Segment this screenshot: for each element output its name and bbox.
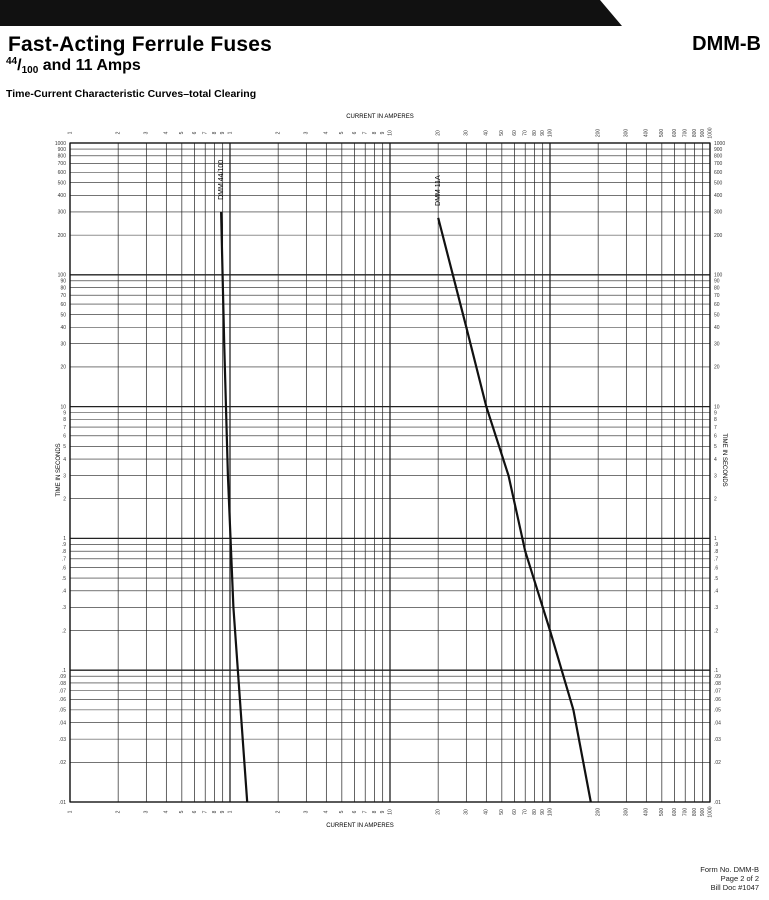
y-tick-label-right: .2: [714, 628, 719, 635]
y-tick-label-left: 1000: [54, 140, 66, 147]
y-tick-label-right: .1: [714, 668, 719, 674]
x-tick-label-bottom: 7: [202, 810, 209, 814]
x-tick-label-bottom: 6: [191, 810, 198, 814]
x-tick-label-top: 5: [339, 131, 346, 135]
footer-form-no: Form No. DMM-B: [700, 865, 759, 874]
y-tick-label-left: 3: [63, 473, 66, 480]
chart-caption: Time-Current Characteristic Curves–total Clearing: [6, 88, 257, 100]
x-axis-label-top: CURRENT IN AMPERES: [346, 114, 414, 120]
x-tick-label-bottom: 2: [115, 810, 122, 814]
y-tick-label-left: 30: [60, 341, 66, 348]
x-tick-label-bottom: 9: [380, 810, 387, 814]
x-tick-label-bottom: 3: [143, 810, 150, 814]
x-tick-label-top: 3: [143, 131, 150, 135]
y-tick-label-right: 300: [714, 209, 723, 216]
x-tick-label-bottom: 400: [643, 807, 650, 817]
y-tick-label-right: .01: [714, 799, 721, 806]
x-tick-label-top: 6: [351, 131, 358, 135]
x-tick-label-bottom: 10: [387, 809, 394, 815]
y-tick-label-left: .05: [59, 707, 66, 714]
x-tick-label-top: 9: [380, 131, 387, 135]
x-tick-label-top: 400: [643, 128, 650, 138]
y-tick-label-right: 700: [714, 161, 723, 168]
x-tick-label-top: 2: [275, 131, 282, 135]
y-tick-label-right: .09: [714, 674, 721, 681]
y-tick-label-left: .08: [59, 680, 66, 687]
curve-1: [221, 212, 247, 802]
x-tick-label-bottom: 90: [540, 809, 547, 815]
x-tick-label-top: 900: [700, 128, 707, 138]
y-tick-label-left: .8: [61, 548, 66, 555]
y-tick-label-right: 8: [714, 417, 717, 424]
y-tick-label-left: 600: [57, 170, 66, 177]
x-tick-label-top: 300: [623, 128, 630, 138]
y-tick-label-left: .02: [59, 760, 66, 767]
y-tick-label-left: 60: [60, 301, 66, 308]
x-tick-label-top: 30: [463, 130, 470, 136]
x-tick-label-bottom: 1000: [707, 806, 714, 818]
y-tick-label-left: 4: [63, 456, 66, 463]
y-tick-label-right: .9: [714, 542, 719, 549]
x-tick-label-bottom: 800: [691, 807, 698, 817]
footer-page: Page 2 of 2: [720, 874, 759, 883]
x-tick-label-top: 4: [163, 131, 170, 135]
y-tick-label-right: 7: [714, 424, 717, 431]
x-tick-label-bottom: 80: [531, 809, 538, 815]
x-tick-label-top: 60: [511, 130, 518, 136]
y-tick-label-right: 6: [714, 433, 717, 440]
y-tick-label-left: 6: [63, 433, 66, 440]
x-tick-label-top: 5: [179, 131, 186, 135]
y-tick-label-left: 500: [57, 180, 66, 187]
y-tick-label-right: .08: [714, 680, 721, 687]
y-tick-label-left: 9: [63, 410, 66, 417]
y-tick-label-right: 10: [714, 404, 720, 411]
y-tick-label-right: 60: [714, 301, 720, 308]
y-tick-label-left: 80: [60, 285, 66, 292]
y-tick-label-left: 400: [57, 193, 66, 200]
x-tick-label-bottom: 5: [179, 810, 186, 814]
y-tick-label-right: .02: [714, 760, 721, 767]
x-tick-label-bottom: 70: [522, 809, 529, 815]
y-tick-label-left: 5: [63, 444, 66, 451]
y-tick-label-left: .2: [61, 628, 66, 635]
y-tick-label-right: .05: [714, 707, 721, 714]
y-tick-label-left: 7: [63, 424, 66, 431]
y-tick-label-left: 800: [57, 153, 66, 160]
y-tick-label-left: .1: [61, 668, 66, 674]
x-tick-label-bottom: 6: [351, 810, 358, 814]
x-tick-label-top: 80: [531, 130, 538, 136]
y-tick-label-right: 1: [714, 536, 717, 543]
y-tick-label-left: .06: [59, 697, 66, 704]
footer-doc: Bill Doc #1047: [710, 883, 759, 892]
x-tick-label-top: 70: [522, 130, 529, 136]
y-tick-label-right: .6: [714, 565, 719, 572]
page-title: Fast-Acting Ferrule Fuses: [8, 33, 273, 56]
y-tick-label-right: 800: [714, 153, 723, 160]
x-tick-label-bottom: 60: [511, 809, 518, 815]
y-tick-label-right: .06: [714, 697, 721, 704]
x-tick-label-top: 8: [371, 131, 378, 135]
x-tick-label-top: 700: [682, 128, 689, 138]
x-tick-label-top: 6: [191, 131, 198, 135]
y-tick-label-left: 8: [63, 417, 66, 424]
x-tick-label-bottom: 1: [67, 810, 74, 814]
subtitle-text: and 11 Amps: [38, 57, 141, 74]
x-tick-label-bottom: 4: [323, 810, 330, 814]
x-tick-label-top: 8: [211, 131, 218, 135]
y-tick-label-left: .7: [61, 556, 66, 563]
x-tick-label-top: 9: [220, 131, 227, 135]
curve-label-2: DMM 11A: [435, 175, 443, 206]
y-tick-label-right: .3: [714, 605, 719, 612]
x-tick-label-top: 7: [202, 131, 209, 135]
y-tick-label-right: 600: [714, 170, 723, 177]
x-tick-label-bottom: 1: [227, 810, 234, 814]
y-tick-label-right: 80: [714, 285, 720, 292]
y-tick-label-left: .6: [61, 565, 66, 572]
x-tick-label-bottom: 8: [371, 810, 378, 814]
x-tick-label-top: 4: [323, 131, 330, 135]
x-tick-label-top: 1: [67, 131, 74, 135]
x-tick-label-bottom: 9: [220, 810, 227, 814]
x-tick-label-top: 1: [227, 131, 234, 135]
x-tick-label-bottom: 5: [339, 810, 346, 814]
y-tick-label-left: .3: [61, 605, 66, 612]
x-tick-label-bottom: 2: [275, 810, 282, 814]
y-tick-label-left: 100: [57, 272, 66, 279]
x-tick-label-top: 7: [362, 131, 369, 135]
x-tick-label-top: 10: [387, 130, 394, 136]
x-tick-label-top: 600: [671, 128, 678, 138]
y-tick-label-left: .4: [61, 588, 66, 595]
subtitle-fraction-numerator: 44: [6, 56, 18, 67]
x-tick-label-bottom: 30: [463, 809, 470, 815]
y-tick-label-right: 40: [714, 325, 720, 332]
y-tick-label-left: 20: [60, 364, 66, 371]
x-tick-label-top: 200: [595, 128, 602, 138]
x-tick-label-top: 40: [483, 130, 490, 136]
y-tick-label-left: 40: [60, 325, 66, 332]
y-tick-label-left: 70: [60, 293, 66, 300]
y-tick-label-left: 700: [57, 161, 66, 168]
y-tick-label-right: 30: [714, 341, 720, 348]
y-tick-label-left: 2: [63, 496, 66, 503]
x-tick-label-top: 500: [659, 128, 666, 138]
y-tick-label-right: 20: [714, 364, 720, 371]
x-tick-label-bottom: 900: [700, 807, 707, 817]
y-tick-label-right: 900: [714, 146, 723, 153]
footer: [700, 865, 759, 892]
y-tick-label-right: 4: [714, 456, 717, 463]
y-tick-label-left: .5: [61, 575, 66, 582]
y-tick-label-left: .09: [59, 674, 66, 681]
x-tick-label-bottom: 700: [682, 807, 689, 817]
x-tick-label-top: 90: [540, 130, 547, 136]
y-tick-label-left: 90: [60, 278, 66, 285]
y-tick-label-right: .8: [714, 548, 719, 555]
y-tick-label-left: .01: [59, 799, 66, 806]
y-tick-label-right: 9: [714, 410, 717, 417]
y-tick-label-left: 10: [60, 404, 66, 411]
subtitle-fraction-denominator: 100: [21, 65, 39, 76]
y-tick-label-left: 50: [60, 312, 66, 319]
y-tick-label-right: .07: [714, 688, 721, 695]
x-tick-label-bottom: 50: [499, 809, 506, 815]
x-tick-label-bottom: 500: [659, 807, 666, 817]
product-code: DMM-B: [692, 33, 761, 55]
x-tick-label-top: 800: [691, 128, 698, 138]
y-tick-label-right: 3: [714, 473, 717, 480]
x-tick-label-bottom: 7: [362, 810, 369, 814]
x-tick-label-bottom: 20: [435, 809, 442, 815]
y-tick-label-right: 90: [714, 278, 720, 285]
x-tick-label-top: 1000: [707, 127, 714, 139]
y-axis-label-right: TIME IN SECONDS: [721, 433, 727, 487]
y-tick-label-left: 900: [57, 146, 66, 153]
y-tick-label-right: .5: [714, 575, 719, 582]
x-axis-label-bottom: CURRENT IN AMPERES: [326, 823, 394, 829]
y-tick-label-right: 50: [714, 312, 720, 319]
y-tick-label-right: .03: [714, 736, 721, 743]
y-tick-label-right: .04: [714, 720, 721, 727]
y-tick-label-left: 200: [57, 232, 66, 239]
y-tick-label-right: 2: [714, 496, 717, 503]
y-tick-label-left: 300: [57, 209, 66, 216]
x-tick-label-bottom: 40: [483, 809, 490, 815]
y-tick-label-left: .04: [59, 720, 66, 727]
y-tick-label-right: 200: [714, 232, 723, 239]
x-tick-label-bottom: 100: [547, 807, 554, 817]
x-tick-label-bottom: 3: [303, 810, 310, 814]
x-tick-label-top: 50: [499, 130, 506, 136]
x-tick-label-bottom: 600: [671, 807, 678, 817]
page-subtitle: $^{44}$/100 and 11 Amps: [6, 56, 141, 76]
y-tick-label-right: 1000: [714, 140, 726, 147]
x-tick-label-top: 100: [547, 128, 554, 138]
y-axis-label-left: TIME IN SECONDS: [56, 443, 62, 497]
y-tick-label-right: .4: [714, 588, 719, 595]
y-tick-label-right: 100: [714, 272, 723, 279]
x-tick-label-bottom: 8: [211, 810, 218, 814]
x-tick-label-bottom: 4: [163, 810, 170, 814]
x-tick-label-top: 20: [435, 130, 442, 136]
y-tick-label-right: .7: [714, 556, 719, 563]
y-tick-label-left: .9: [61, 542, 66, 549]
y-tick-label-right: 5: [714, 444, 717, 451]
curve-label-1: DMM 44/100: [218, 159, 226, 200]
x-tick-label-top: 2: [115, 131, 122, 135]
x-tick-label-top: 3: [303, 131, 310, 135]
y-tick-label-left: .07: [59, 688, 66, 695]
y-tick-label-right: 70: [714, 293, 720, 300]
y-tick-label-left: 1: [63, 536, 66, 543]
y-tick-label-left: .03: [59, 736, 66, 743]
y-tick-label-right: 400: [714, 193, 723, 200]
y-tick-label-right: 500: [714, 180, 723, 187]
x-tick-label-bottom: 200: [595, 807, 602, 817]
x-tick-label-bottom: 300: [623, 807, 630, 817]
